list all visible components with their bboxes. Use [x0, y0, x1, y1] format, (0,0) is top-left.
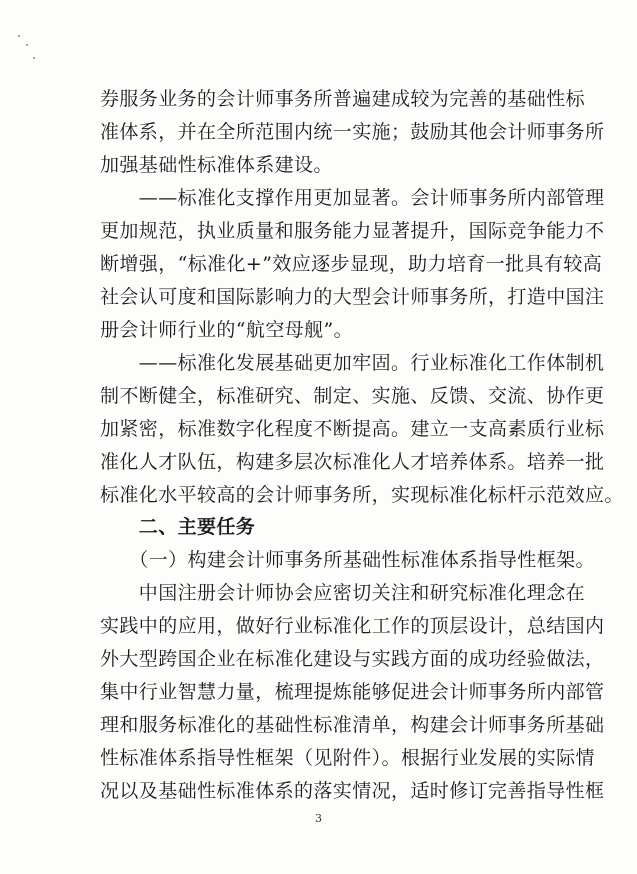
body-line: ——标准化支撑作用更加显著。会计师事务所内部管理 [100, 187, 605, 209]
subsection-heading: （一）构建会计师事务所基础性标准体系指导性框架。 [100, 549, 595, 571]
body-line: ——标准化发展基础更加牢固。行业标准化工作体制机 [100, 352, 605, 374]
body-line: 准体系，并在全所范围内统一实施；鼓励其他会计师事务所 [100, 121, 605, 143]
body-line: 断增强，“标准化+”效应逐步显现，助力培育一批具有较高 [100, 253, 603, 275]
body-line: 集中行业智慧力量，梳理提炼能够促进会计师事务所内部管 [100, 681, 605, 703]
body-line: 标准化水平较高的会计师事务所，实现标准化标杆示范效应。 [100, 484, 624, 506]
body-line: 更加规范，执业质量和服务能力显著提升，国际竞争能力不 [100, 220, 605, 242]
scan-speck [33, 57, 35, 59]
scan-speck [18, 35, 20, 37]
body-line: 加强基础性标准体系建设。 [100, 154, 333, 176]
body-line: 实践中的应用，做好行业标准化工作的顶层设计，总结国内 [100, 615, 605, 637]
page-number: 3 [315, 812, 322, 825]
body-line: 性标准体系指导性框架（见附件）。根据行业发展的实际情 [100, 747, 595, 769]
body-line: 况以及基础性标准体系的落实情况，适时修订完善指导性框 [100, 780, 605, 802]
body-line: 券服务业务的会计师事务所普遍建成较为完善的基础性标 [100, 88, 586, 110]
body-line: 加紧密，标准数字化程度不断提高。建立一支高素质行业标 [100, 418, 605, 440]
section-heading: 二、主要任务 [100, 516, 256, 538]
body-line: 制不断健全，标准研究、制定、实施、反馈、交流、协作更 [100, 385, 605, 407]
scan-speck [26, 44, 28, 46]
body-line: 社会认可度和国际影响力的大型会计师事务所，打造中国注 [100, 286, 605, 308]
body-line: 中国注册会计师协会应密切关注和研究标准化理念在 [100, 582, 586, 604]
body-line: 理和服务标准化的基础性标准清单，构建会计师事务所基础 [100, 714, 605, 736]
body-line: 册会计师行业的“航空母舰”。 [100, 319, 354, 341]
body-line: 外大型跨国企业在标准化建设与实践方面的成功经验做法， [100, 648, 605, 670]
body-line: 准化人才队伍，构建多层次标准化人才培养体系。培养一批 [100, 451, 605, 473]
